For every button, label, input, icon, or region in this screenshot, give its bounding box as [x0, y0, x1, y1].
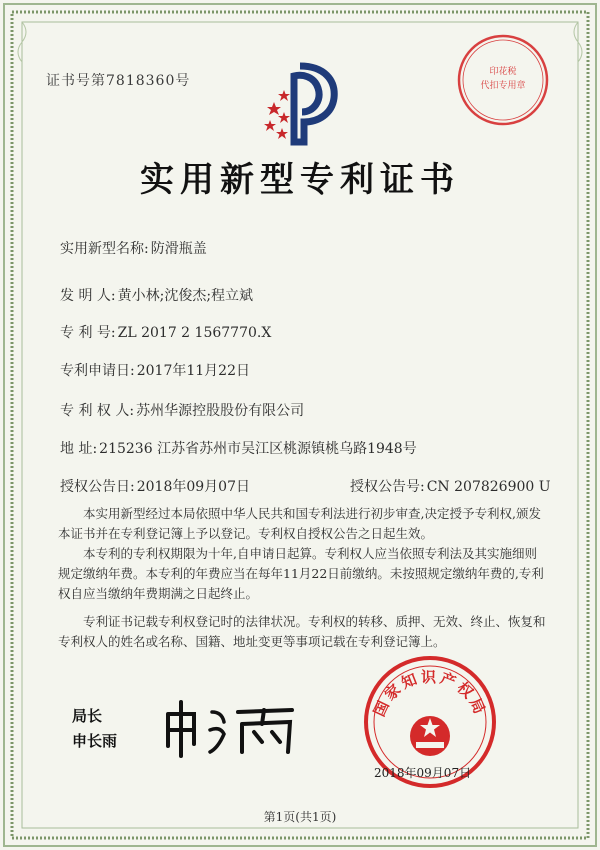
certificate-number: 证书号第7818360号: [46, 73, 191, 89]
field-label: 实用新型名称:: [60, 241, 149, 257]
cnipa-emblem-icon: [262, 62, 342, 146]
field-address: [60, 438, 417, 458]
field-label: 专 利 号:: [60, 325, 116, 341]
field-value: 黄小林;沈俊杰;程立斌: [117, 288, 254, 304]
field-utility-model-name: [60, 238, 207, 258]
tax-seal-icon: [455, 32, 551, 128]
field-patent-number: [60, 322, 271, 342]
handwritten-signature: [160, 694, 310, 764]
page-footer: 第1页(共1页): [263, 810, 337, 824]
field-label: 地 址:: [60, 441, 98, 457]
field-label: 专 利 权 人:: [60, 403, 135, 419]
field-value: 防滑瓶盖: [150, 241, 207, 257]
field-value: 215236 江苏省苏州市吴江区桃源镇桃乌路1948号: [99, 441, 417, 457]
signatory-name: 申长雨: [72, 732, 118, 750]
signatory-title: 局长: [72, 707, 103, 725]
seal-date: 2018年09月07日: [374, 766, 472, 780]
field-application-date: [60, 360, 250, 380]
notice-paragraph: 专利证书记载专利权登记时的法律状况。专利权的转移、质押、无效、终止、恢复和专利权人的姓名或名称、国籍、地址变更等事项记载在专利登记簿上。: [58, 614, 546, 649]
notice-paragraph: 本专利的专利权期限为十年,自申请日起算。专利权人应当依照专利法及其实施细则规定缴纳年费。本专利的年费应当在每年11月22日前缴纳。未按照规定缴纳年费的,专利权自应当缴纳年费期满之日起终止。: [58, 546, 544, 601]
field-label: 专利申请日:: [60, 363, 135, 379]
svg-text:印花税: 印花税: [489, 67, 517, 77]
field-grant-date: [60, 476, 250, 496]
field-inventors: [60, 285, 253, 305]
field-patentee: [60, 400, 304, 420]
field-label: 授权公告日:: [60, 479, 135, 495]
field-label: 发 明 人:: [60, 288, 116, 304]
certificate-title: 实用新型专利证书: [140, 160, 460, 200]
field-value: 2017年11月22日: [136, 363, 250, 379]
notice-text: [58, 504, 548, 652]
field-value: 2018年09月07日: [136, 479, 250, 495]
svg-text:代扣专用章: 代扣专用章: [480, 81, 526, 91]
field-value: 苏州华源控股股份有限公司: [136, 403, 305, 419]
svg-text:国家知识产权局: 国家知识产权局: [370, 668, 490, 720]
notice-paragraph: 本实用新型经过本局依照中华人民共和国专利法进行初步审查,决定授予专利权,颁发本证书并在专利登记簿上予以登记。专利权自授权公告之日起生效。: [58, 506, 541, 541]
field-value: ZL 2017 2 1567770.X: [117, 325, 272, 341]
field-announcement-number: [350, 476, 551, 496]
field-value: CN 207826900 U: [426, 479, 551, 495]
field-label: 授权公告号:: [350, 479, 425, 495]
